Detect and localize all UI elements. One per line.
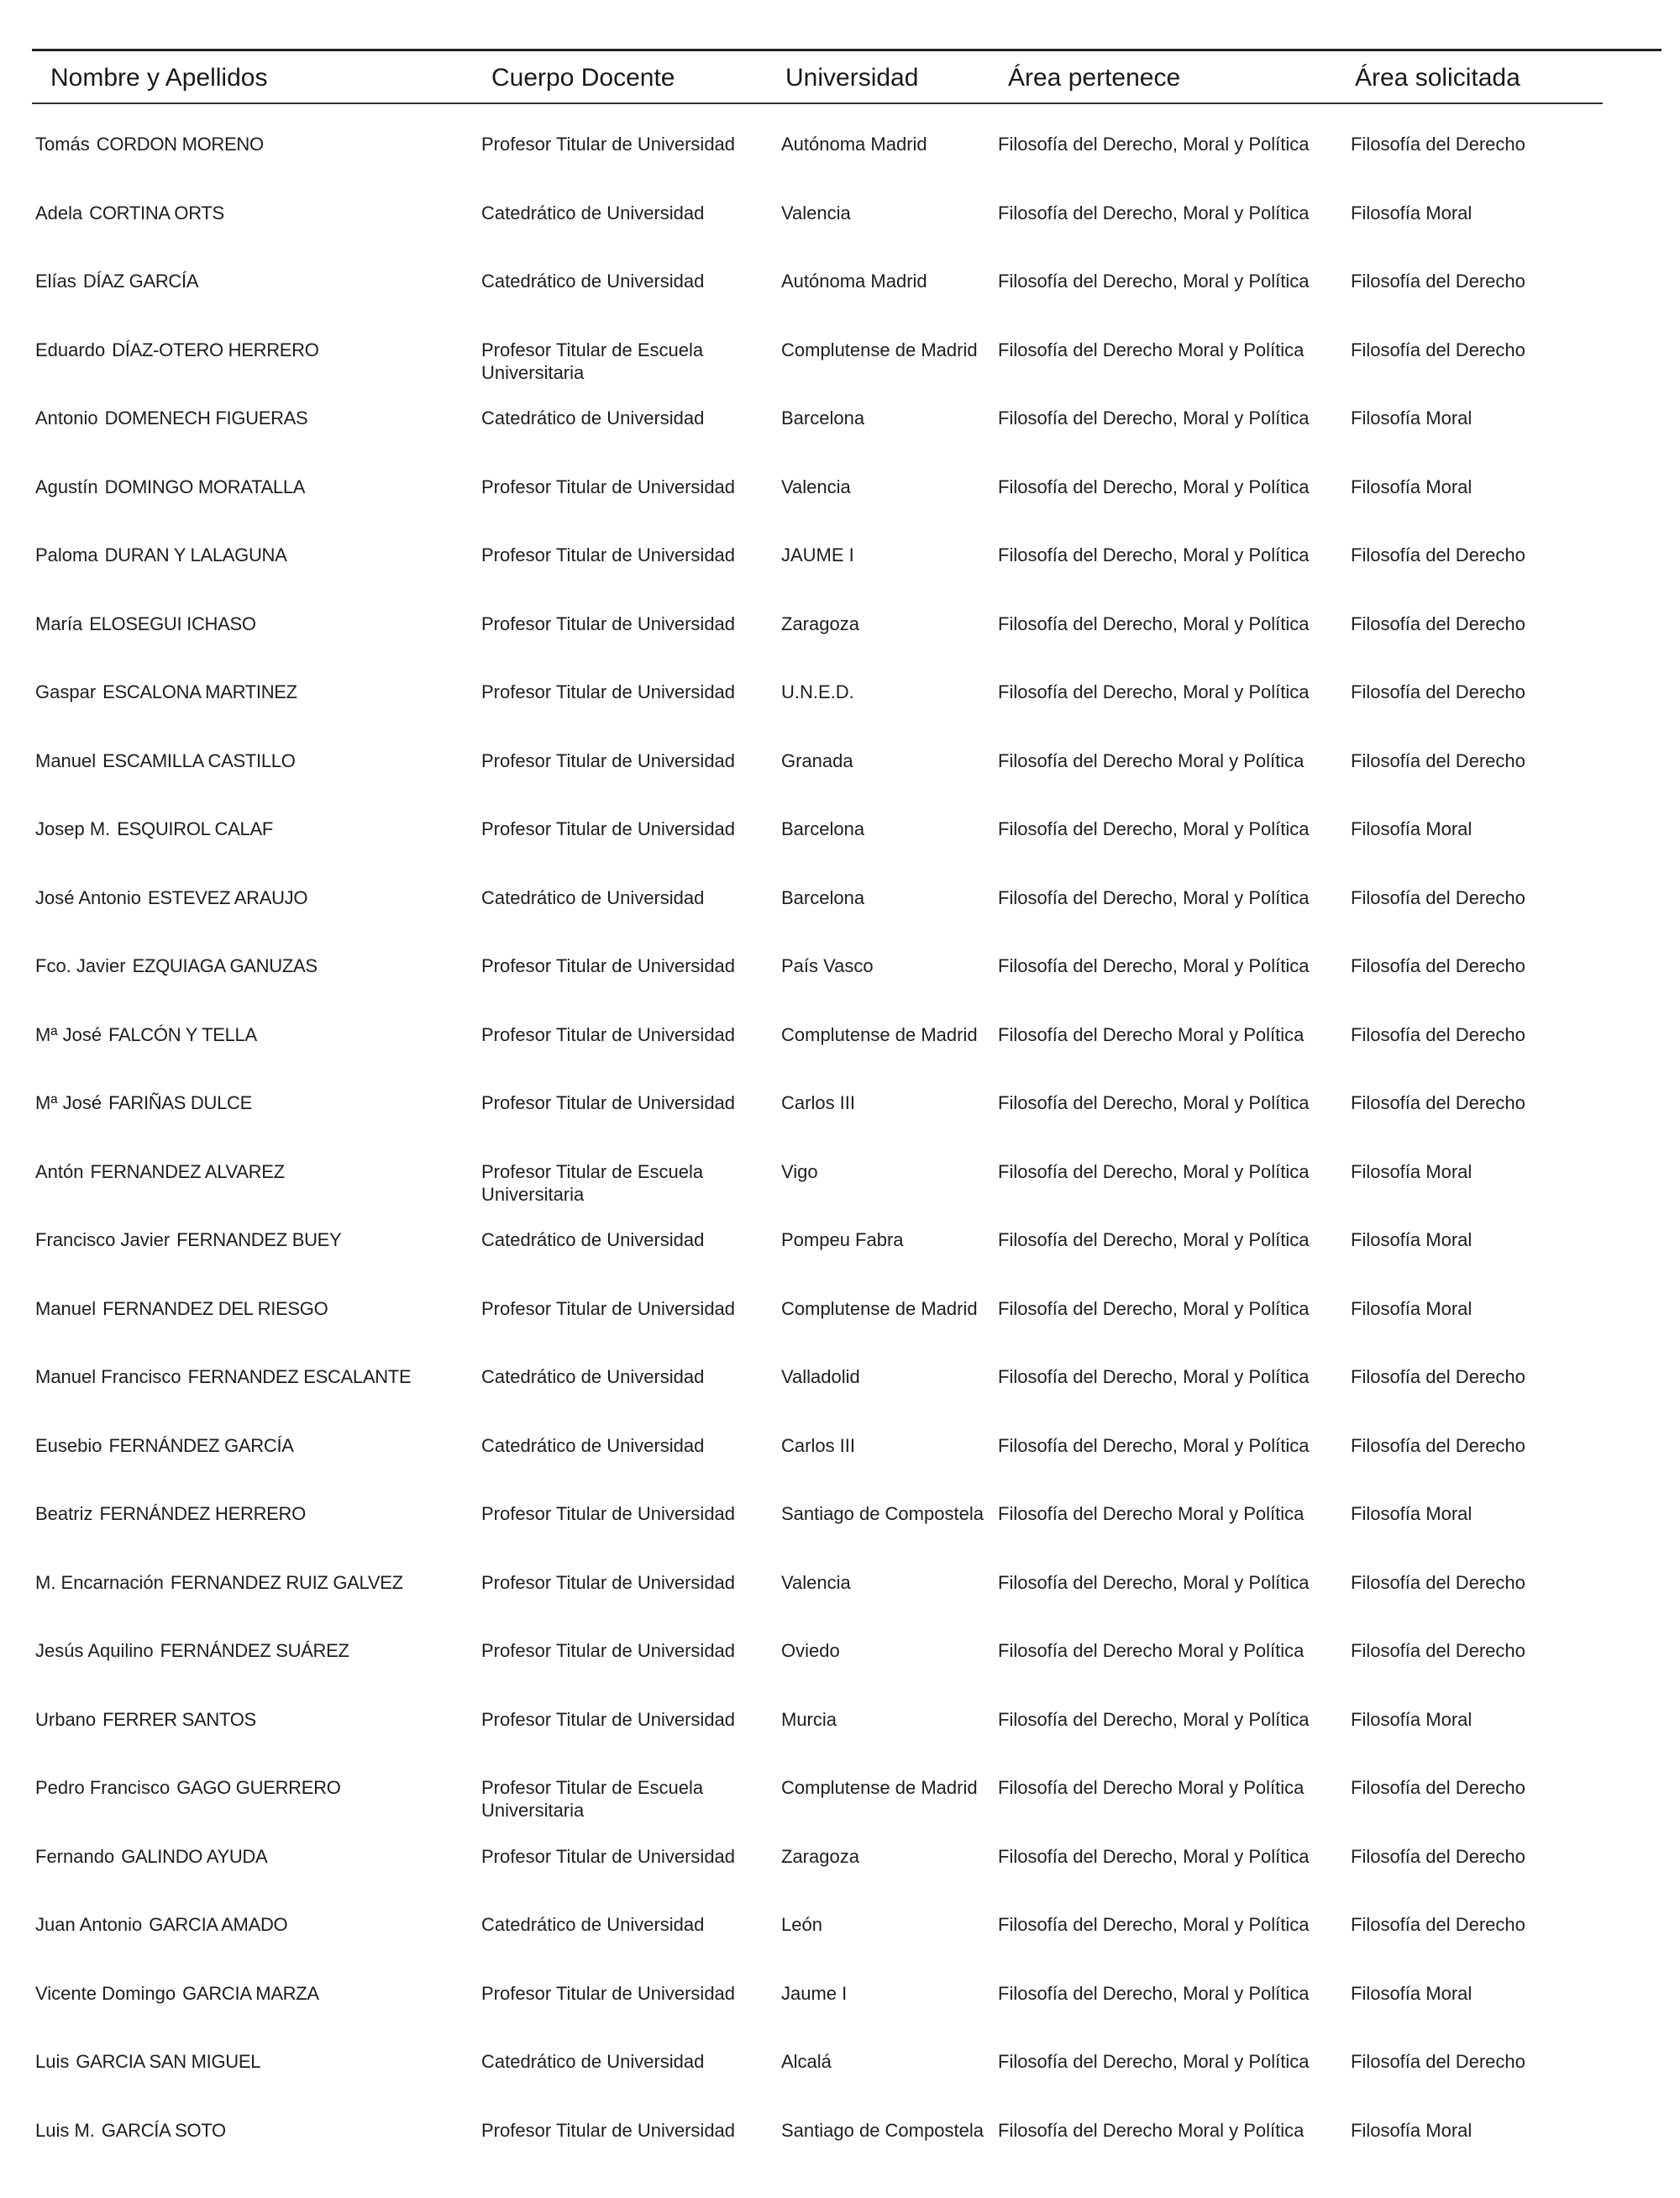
last-name: DOMINGO MORATALLA bbox=[104, 476, 306, 497]
last-name: FERNANDEZ ALVAREZ bbox=[90, 1160, 285, 1182]
cell-area-solicitada: Filosofía Moral bbox=[1351, 1297, 1473, 1319]
cell-cuerpo-docente: Profesor Titular de Universidad bbox=[481, 681, 736, 702]
table-row bbox=[0, 1906, 1680, 1975]
first-name: Beatriz bbox=[35, 1503, 93, 1524]
cell-name bbox=[35, 1434, 472, 1457]
first-name: Juan Antonio bbox=[35, 1914, 143, 1935]
cell-cuerpo-docente: Catedrático de Universidad bbox=[481, 1914, 705, 1935]
cell-area-pertenece: Filosofía del Derecho, Moral y Política bbox=[998, 955, 1310, 976]
last-name: FERNANDEZ BUEY bbox=[176, 1229, 342, 1250]
table-row bbox=[0, 1222, 1680, 1291]
table-row bbox=[0, 469, 1680, 538]
cell-universidad: Valencia bbox=[781, 202, 851, 223]
cell-cuerpo-docente: Profesor Titular de Universidad bbox=[481, 2119, 736, 2141]
cell-name bbox=[35, 1160, 472, 1183]
cell-area-pertenece: Filosofía del Derecho, Moral y Política bbox=[998, 1092, 1310, 1113]
header-cuerpo-docente: Cuerpo Docente bbox=[491, 64, 675, 92]
cell-area-solicitada: Filosofía del Derecho bbox=[1351, 2051, 1525, 2072]
table-row bbox=[0, 1291, 1680, 1359]
cell-area-pertenece: Filosofía del Derecho, Moral y Política bbox=[998, 1845, 1310, 1867]
cell-cuerpo-docente: Catedrático de Universidad bbox=[481, 202, 705, 223]
cell-cuerpo-docente: Profesor Titular de Universidad bbox=[481, 1845, 736, 1867]
cell-cuerpo-docente: Profesor Titular de Universidad bbox=[481, 1023, 736, 1045]
cell-cuerpo-docente: Profesor Titular de Universidad bbox=[481, 1092, 736, 1113]
cell-cuerpo-docente: Catedrático de Universidad bbox=[481, 2051, 705, 2072]
cell-universidad: Alcalá bbox=[781, 2051, 832, 2072]
table-row bbox=[0, 674, 1680, 743]
cell-cuerpo-docente: Profesor Titular de Universidad bbox=[481, 1640, 736, 1661]
last-name: FERNANDEZ ESCALANTE bbox=[187, 1366, 412, 1387]
cell-cuerpo-docente: Profesor Titular de Escuela Universitaria bbox=[481, 1777, 704, 1821]
cell-area-pertenece: Filosofía del Derecho, Moral y Política bbox=[998, 1571, 1310, 1593]
cell-area-solicitada: Filosofía del Derecho bbox=[1351, 1571, 1525, 1593]
cell-area-solicitada: Filosofía Moral bbox=[1351, 1982, 1473, 2004]
last-name: ELOSEGUI ICHASO bbox=[89, 613, 256, 634]
cell-area-solicitada: Filosofía Moral bbox=[1351, 1503, 1473, 1524]
cell-area-solicitada: Filosofía del Derecho bbox=[1351, 1914, 1525, 1935]
first-name: Jesús Aquilino bbox=[35, 1640, 154, 1661]
cell-universidad: Autónoma Madrid bbox=[781, 271, 927, 292]
table-row bbox=[0, 400, 1680, 469]
cell-universidad: Oviedo bbox=[781, 1640, 840, 1661]
last-name: FERNÁNDEZ SUÁREZ bbox=[160, 1640, 349, 1661]
cell-name bbox=[35, 818, 472, 840]
first-name: Fco. Javier bbox=[35, 955, 126, 976]
cell-area-solicitada: Filosofía Moral bbox=[1351, 2119, 1473, 2141]
cell-area-solicitada: Filosofía del Derecho bbox=[1351, 613, 1525, 634]
cell-area-pertenece: Filosofía del Derecho, Moral y Política bbox=[998, 1229, 1310, 1250]
cell-area-solicitada: Filosofía del Derecho bbox=[1351, 544, 1525, 565]
first-name: Eduardo bbox=[35, 339, 106, 360]
header-bottom-rule bbox=[32, 103, 1603, 104]
cell-area-pertenece: Filosofía del Derecho Moral y Política bbox=[998, 749, 1305, 771]
cell-area-solicitada: Filosofía del Derecho bbox=[1351, 886, 1525, 908]
cell-universidad: Santiago de Compostela bbox=[781, 2119, 984, 2141]
cell-name bbox=[35, 1228, 472, 1251]
cell-cuerpo-docente: Profesor Titular de Universidad bbox=[481, 955, 736, 976]
table-row bbox=[0, 263, 1680, 332]
last-name: EZQUIAGA GANUZAS bbox=[132, 955, 318, 976]
cell-area-pertenece: Filosofía del Derecho, Moral y Política bbox=[998, 271, 1310, 292]
cell-name bbox=[35, 1845, 472, 1868]
cell-name bbox=[35, 681, 472, 703]
cell-area-pertenece: Filosofía del Derecho, Moral y Política bbox=[998, 1434, 1310, 1456]
cell-area-solicitada: Filosofía Moral bbox=[1351, 1160, 1473, 1182]
cell-area-pertenece: Filosofía del Derecho, Moral y Política bbox=[998, 202, 1310, 223]
cell-area-pertenece: Filosofía del Derecho Moral y Política bbox=[998, 339, 1305, 360]
table-row bbox=[0, 332, 1680, 401]
cell-name bbox=[35, 1365, 472, 1388]
table-row bbox=[0, 811, 1680, 880]
first-name: Eusebio bbox=[35, 1434, 102, 1456]
cell-universidad: Valencia bbox=[781, 1571, 851, 1593]
table-row bbox=[0, 2112, 1680, 2181]
first-name: Antonio bbox=[35, 408, 98, 429]
table-row bbox=[0, 880, 1680, 949]
cell-area-pertenece: Filosofía del Derecho, Moral y Política bbox=[998, 1160, 1310, 1182]
cell-area-pertenece: Filosofía del Derecho Moral y Política bbox=[998, 2119, 1305, 2141]
cell-area-pertenece: Filosofía del Derecho, Moral y Política bbox=[998, 681, 1310, 702]
cell-area-pertenece: Filosofía del Derecho Moral y Política bbox=[998, 1777, 1305, 1798]
table-row bbox=[0, 606, 1680, 675]
cell-area-pertenece: Filosofía del Derecho, Moral y Política bbox=[998, 476, 1310, 497]
cell-area-solicitada: Filosofía del Derecho bbox=[1351, 1777, 1525, 1798]
cell-cuerpo-docente: Catedrático de Universidad bbox=[481, 1229, 705, 1250]
cell-universidad: País Vasco bbox=[781, 955, 874, 976]
table-row bbox=[0, 1701, 1680, 1770]
cell-area-solicitada: Filosofía del Derecho bbox=[1351, 1640, 1525, 1661]
cell-universidad: Valladolid bbox=[781, 1366, 860, 1387]
cell-area-pertenece: Filosofía del Derecho, Moral y Política bbox=[998, 1708, 1310, 1730]
table-row bbox=[0, 1085, 1680, 1154]
table-row bbox=[0, 537, 1680, 606]
cell-cuerpo-docente: Profesor Titular de Escuela Universitaria bbox=[481, 1160, 704, 1205]
cell-cuerpo-docente: Profesor Titular de Universidad bbox=[481, 1708, 736, 1730]
last-name: FERRER SANTOS bbox=[102, 1708, 256, 1730]
first-name: Josep M. bbox=[35, 818, 111, 839]
table-row bbox=[0, 1154, 1680, 1223]
last-name: GARCÍA SOTO bbox=[101, 2119, 226, 2141]
last-name: GARCIA SAN MIGUEL bbox=[76, 2051, 261, 2072]
cell-universidad: Zaragoza bbox=[781, 613, 859, 634]
cell-area-pertenece: Filosofía del Derecho, Moral y Política bbox=[998, 544, 1310, 565]
table-row bbox=[0, 1838, 1680, 1907]
last-name: GARCIA AMADO bbox=[149, 1914, 288, 1935]
table-row bbox=[0, 1496, 1680, 1564]
cell-cuerpo-docente: Catedrático de Universidad bbox=[481, 1434, 705, 1456]
cell-universidad: Pompeu Fabra bbox=[781, 1229, 904, 1250]
table-row bbox=[0, 1975, 1680, 2044]
cell-name bbox=[35, 1913, 472, 1936]
cell-universidad: Barcelona bbox=[781, 818, 865, 839]
cell-area-solicitada: Filosofía del Derecho bbox=[1351, 1092, 1525, 1113]
cell-universidad: Complutense de Madrid bbox=[781, 1023, 978, 1045]
cell-cuerpo-docente: Profesor Titular de Universidad bbox=[481, 1571, 736, 1593]
cell-cuerpo-docente: Profesor Titular de Universidad bbox=[481, 1503, 736, 1524]
cell-area-pertenece: Filosofía del Derecho Moral y Política bbox=[998, 1023, 1305, 1045]
cell-area-solicitada: Filosofía Moral bbox=[1351, 818, 1473, 839]
header-top-rule bbox=[32, 49, 1662, 51]
cell-area-solicitada: Filosofía del Derecho bbox=[1351, 1366, 1525, 1387]
cell-name bbox=[35, 407, 472, 429]
table-row bbox=[0, 743, 1680, 812]
cell-area-solicitada: Filosofía del Derecho bbox=[1351, 271, 1525, 292]
first-name: M. Encarnación bbox=[35, 1571, 164, 1593]
cell-cuerpo-docente: Profesor Titular de Universidad bbox=[481, 1982, 736, 2004]
cell-universidad: León bbox=[781, 1914, 822, 1935]
cell-cuerpo-docente: Profesor Titular de Universidad bbox=[481, 476, 736, 497]
cell-name bbox=[35, 954, 472, 977]
cell-cuerpo-docente: Profesor Titular de Universidad bbox=[481, 613, 736, 634]
last-name: DOMENECH FIGUERAS bbox=[104, 408, 308, 429]
cell-cuerpo-docente: Catedrático de Universidad bbox=[481, 1366, 705, 1387]
cell-area-pertenece: Filosofía del Derecho, Moral y Política bbox=[998, 1366, 1310, 1387]
cell-name bbox=[35, 476, 472, 498]
first-name: María bbox=[35, 613, 83, 634]
cell-area-pertenece: Filosofía del Derecho, Moral y Política bbox=[998, 886, 1310, 908]
cell-area-solicitada: Filosofía del Derecho bbox=[1351, 1023, 1525, 1045]
last-name: FERNANDEZ RUIZ GALVEZ bbox=[170, 1571, 403, 1593]
first-name: Elías bbox=[35, 271, 76, 292]
first-name: Agustín bbox=[35, 476, 98, 497]
cell-name bbox=[35, 270, 472, 292]
cell-area-pertenece: Filosofía del Derecho, Moral y Política bbox=[998, 1982, 1310, 2004]
cell-name bbox=[35, 202, 472, 224]
first-name: Paloma bbox=[35, 544, 98, 565]
header-universidad: Universidad bbox=[785, 64, 919, 92]
header-area-pertenece: Área pertenece bbox=[1008, 64, 1181, 92]
cell-name bbox=[35, 1091, 472, 1114]
table-row bbox=[0, 1359, 1680, 1428]
cell-universidad: Vigo bbox=[781, 1160, 818, 1182]
table-row bbox=[0, 1769, 1680, 1838]
cell-area-solicitada: Filosofía del Derecho bbox=[1351, 955, 1525, 976]
first-name: Manuel Francisco bbox=[35, 1366, 181, 1387]
last-name: ESTEVEZ ARAUJO bbox=[147, 886, 308, 908]
table-row bbox=[0, 1633, 1680, 1701]
cell-universidad: Complutense de Madrid bbox=[781, 339, 978, 360]
cell-name bbox=[35, 1708, 472, 1731]
last-name: DÍAZ GARCÍA bbox=[82, 271, 199, 292]
last-name: ESQUIROL CALAF bbox=[117, 818, 273, 839]
cell-universidad: Santiago de Compostela bbox=[781, 1503, 984, 1524]
cell-name bbox=[35, 544, 472, 566]
cell-universidad: Complutense de Madrid bbox=[781, 1777, 978, 1798]
last-name: GAGO GUERRERO bbox=[176, 1777, 341, 1798]
cell-area-solicitada: Filosofía del Derecho bbox=[1351, 749, 1525, 771]
cell-area-pertenece: Filosofía del Derecho Moral y Política bbox=[998, 1640, 1305, 1661]
cell-name bbox=[35, 1023, 472, 1046]
last-name: FERNÁNDEZ GARCÍA bbox=[108, 1434, 294, 1456]
cell-area-pertenece: Filosofía del Derecho, Moral y Política bbox=[998, 818, 1310, 839]
table-row bbox=[0, 948, 1680, 1017]
cell-name bbox=[35, 749, 472, 772]
first-name: Mª José bbox=[35, 1092, 102, 1113]
cell-cuerpo-docente: Catedrático de Universidad bbox=[481, 271, 705, 292]
last-name: GARCIA MARZA bbox=[182, 1982, 319, 2004]
last-name: GALINDO AYUDA bbox=[121, 1845, 268, 1867]
first-name: Francisco Javier bbox=[35, 1229, 171, 1250]
cell-area-pertenece: Filosofía del Derecho, Moral y Política bbox=[998, 1297, 1310, 1319]
first-name: Gaspar bbox=[35, 681, 97, 702]
cell-cuerpo-docente: Profesor Titular de Escuela Universitaria bbox=[481, 339, 704, 383]
cell-area-solicitada: Filosofía del Derecho bbox=[1351, 1845, 1525, 1867]
table-row bbox=[0, 2043, 1680, 2112]
cell-area-solicitada: Filosofía Moral bbox=[1351, 1708, 1473, 1730]
first-name: Luis M. bbox=[35, 2119, 95, 2141]
table-header bbox=[0, 59, 1680, 97]
cell-area-solicitada: Filosofía Moral bbox=[1351, 202, 1473, 223]
first-name: Fernando bbox=[35, 1845, 115, 1867]
cell-name bbox=[35, 1982, 472, 2005]
last-name: FERNÁNDEZ HERRERO bbox=[99, 1503, 306, 1524]
cell-universidad: Murcia bbox=[781, 1708, 837, 1730]
cell-name bbox=[35, 2050, 472, 2073]
cell-name bbox=[35, 1571, 472, 1594]
cell-name bbox=[35, 2119, 472, 2142]
cell-area-solicitada: Filosofía Moral bbox=[1351, 1229, 1473, 1250]
cell-cuerpo-docente: Catedrático de Universidad bbox=[481, 886, 705, 908]
cell-universidad: Complutense de Madrid bbox=[781, 1297, 978, 1319]
first-name: Pedro Francisco bbox=[35, 1777, 171, 1798]
last-name: CORDON MORENO bbox=[96, 134, 264, 155]
cell-universidad: Valencia bbox=[781, 476, 851, 497]
first-name: Luis bbox=[35, 2051, 70, 2072]
cell-area-pertenece: Filosofía del Derecho, Moral y Política bbox=[998, 2051, 1310, 2072]
cell-name bbox=[35, 1502, 472, 1525]
last-name: DÍAZ-OTERO HERRERO bbox=[112, 339, 319, 360]
cell-name bbox=[35, 339, 472, 361]
cell-cuerpo-docente: Profesor Titular de Universidad bbox=[481, 544, 736, 565]
cell-universidad: Granada bbox=[781, 749, 853, 771]
cell-area-pertenece: Filosofía del Derecho Moral y Política bbox=[998, 1503, 1305, 1524]
header-area-solicitada: Área solicitada bbox=[1355, 64, 1520, 92]
cell-universidad: Zaragoza bbox=[781, 1845, 859, 1867]
cell-universidad: Carlos III bbox=[781, 1092, 856, 1113]
first-name: José Antonio bbox=[35, 886, 141, 908]
cell-universidad: JAUME I bbox=[781, 544, 854, 565]
cell-cuerpo-docente: Profesor Titular de Universidad bbox=[481, 1297, 736, 1319]
cell-area-solicitada: Filosofía del Derecho bbox=[1351, 339, 1525, 360]
table-row bbox=[0, 195, 1680, 264]
cell-name bbox=[35, 133, 472, 155]
last-name: FARIÑAS DULCE bbox=[108, 1092, 252, 1113]
last-name: DURAN Y LALAGUNA bbox=[104, 544, 287, 565]
cell-cuerpo-docente: Profesor Titular de Universidad bbox=[481, 134, 736, 155]
table-row bbox=[0, 1428, 1680, 1496]
cell-name bbox=[35, 886, 472, 909]
cell-name bbox=[35, 1639, 472, 1662]
table-row bbox=[0, 1017, 1680, 1086]
cell-area-solicitada: Filosofía del Derecho bbox=[1351, 681, 1525, 702]
cell-area-pertenece: Filosofía del Derecho, Moral y Política bbox=[998, 408, 1310, 429]
cell-cuerpo-docente: Catedrático de Universidad bbox=[481, 408, 705, 429]
first-name: Urbano bbox=[35, 1708, 97, 1730]
cell-universidad: Barcelona bbox=[781, 886, 865, 908]
cell-name bbox=[35, 613, 472, 635]
first-name: Vicente Domingo bbox=[35, 1982, 176, 2004]
first-name: Manuel bbox=[35, 749, 97, 771]
cell-area-pertenece: Filosofía del Derecho, Moral y Política bbox=[998, 613, 1310, 634]
table-row bbox=[0, 1564, 1680, 1633]
cell-area-pertenece: Filosofía del Derecho, Moral y Política bbox=[998, 134, 1310, 155]
table-body bbox=[0, 126, 1680, 2180]
cell-universidad: U.N.E.D. bbox=[781, 681, 854, 702]
cell-area-solicitada: Filosofía del Derecho bbox=[1351, 1434, 1525, 1456]
first-name: Tomás bbox=[35, 134, 90, 155]
cell-name bbox=[35, 1776, 472, 1799]
cell-universidad: Autónoma Madrid bbox=[781, 134, 927, 155]
cell-cuerpo-docente: Profesor Titular de Universidad bbox=[481, 818, 736, 839]
cell-universidad: Carlos III bbox=[781, 1434, 856, 1456]
first-name: Mª José bbox=[35, 1023, 102, 1045]
last-name: ESCALONA MARTINEZ bbox=[102, 681, 297, 702]
first-name: Antón bbox=[35, 1160, 84, 1182]
cell-cuerpo-docente: Profesor Titular de Universidad bbox=[481, 749, 736, 771]
first-name: Adela bbox=[35, 202, 83, 223]
cell-area-pertenece: Filosofía del Derecho, Moral y Política bbox=[998, 1914, 1310, 1935]
last-name: FERNANDEZ DEL RIESGO bbox=[102, 1297, 328, 1319]
last-name: ESCAMILLA CASTILLO bbox=[102, 749, 296, 771]
table-row bbox=[0, 126, 1680, 195]
cell-area-solicitada: Filosofía del Derecho bbox=[1351, 134, 1525, 155]
first-name: Manuel bbox=[35, 1297, 97, 1319]
cell-area-solicitada: Filosofía Moral bbox=[1351, 476, 1473, 497]
cell-area-solicitada: Filosofía Moral bbox=[1351, 408, 1473, 429]
header-name: Nombre y Apellidos bbox=[50, 64, 268, 92]
cell-universidad: Barcelona bbox=[781, 408, 865, 429]
cell-name bbox=[35, 1297, 472, 1320]
last-name: FALCÓN Y TELLA bbox=[108, 1023, 257, 1045]
last-name: CORTINA ORTS bbox=[89, 202, 224, 223]
cell-universidad: Jaume I bbox=[781, 1982, 848, 2004]
